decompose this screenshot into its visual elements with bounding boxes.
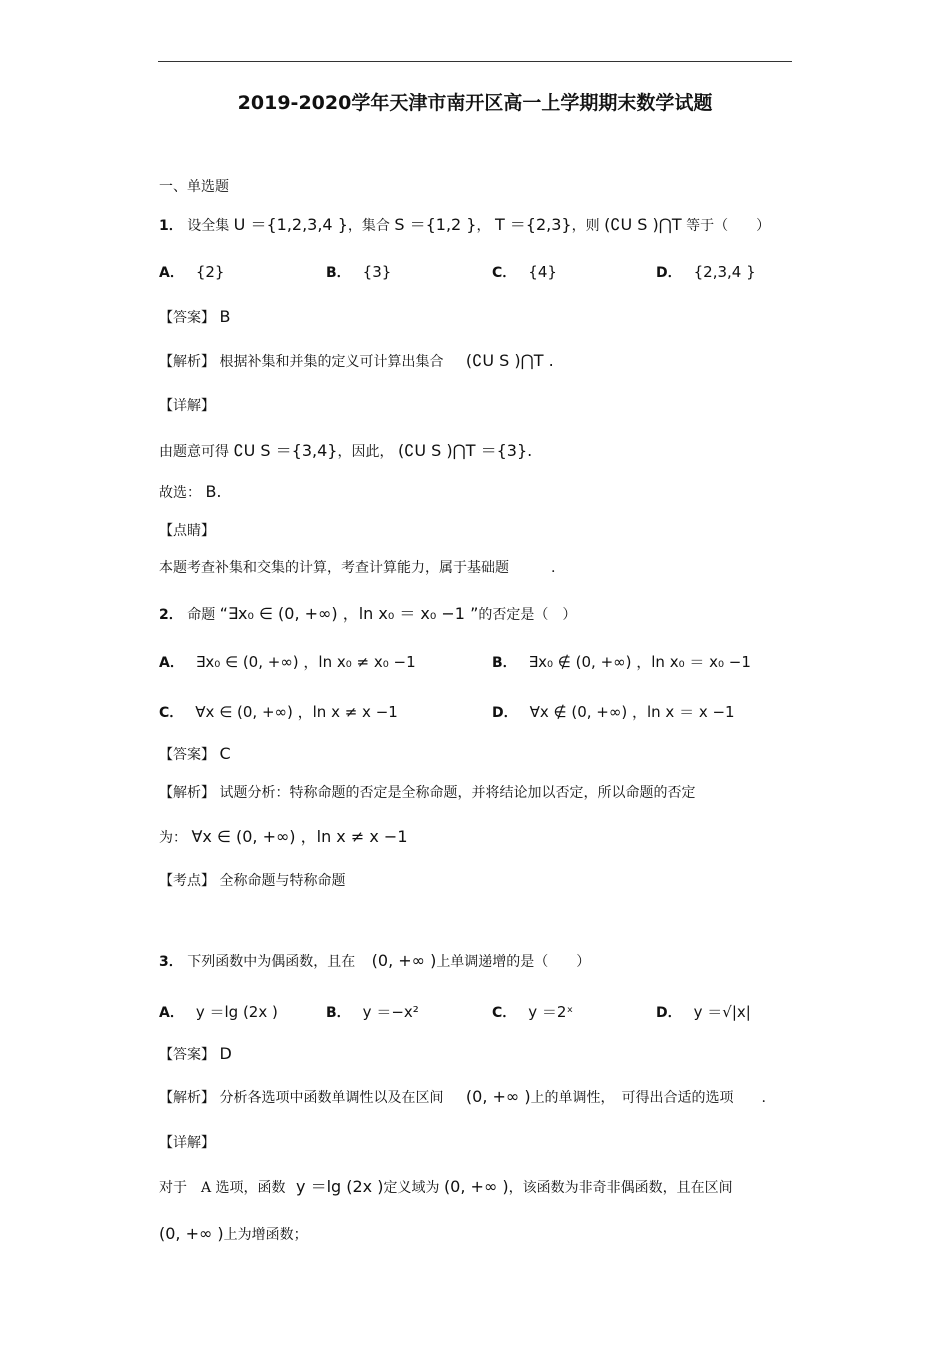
- q1-option-b[interactable]: B． {3}: [326, 263, 392, 281]
- q1-option-d[interactable]: D． {2,3,4 }: [656, 263, 756, 281]
- q2-analysis-cont: 为： ∀x ∈ (0, +∞) ，ln x ≠ x −1: [159, 827, 408, 846]
- q2-option-a[interactable]: A． ∃x₀ ∈ (0, +∞) ，ln x₀ ≠ x₀ −1: [159, 653, 416, 671]
- q3-answer: 【答案】 D: [159, 1044, 232, 1063]
- section-heading: 一、单选题: [159, 179, 229, 195]
- q3-interval: (0, +∞ ): [371, 951, 437, 970]
- q1-stem: 1． 设全集 U ＝{1,2,3,4 }，集合 S ＝{1,2 }， T ＝{2,3}，则 (∁U S )⋂T 等于（ ）: [159, 215, 771, 234]
- q3-option-b[interactable]: B． y ＝−x²: [326, 1003, 419, 1021]
- q2-option-d[interactable]: D． ∀x ∉ (0, +∞) ，ln x ＝ x −1: [492, 703, 735, 721]
- q2-option-b[interactable]: B． ∃x₀ ∉ (0, +∞) ，ln x₀ ＝ x₀ −1: [492, 653, 751, 671]
- q1-comment: 本题考查补集和交集的计算，考查计算能力，属于基础题 .: [159, 560, 556, 576]
- top-rule: [158, 61, 792, 62]
- q1-detail-tag: 【详解】: [159, 398, 215, 414]
- q3-option-a[interactable]: A． y ＝lg (2x ): [159, 1003, 278, 1021]
- q2-stem: 2． 命题 “∃x₀ ∈ (0, +∞) ，ln x₀ ＝ x₀ −1 ”的否定是（ ）: [159, 604, 577, 623]
- q1-option-c[interactable]: C． {4}: [492, 263, 557, 281]
- q1-analysis: 【解析】 根据补集和并集的定义可计算出集合 (∁U S )⋂T .: [159, 351, 554, 370]
- q3-detail-cont: (0, +∞ )上为增函数；: [159, 1224, 308, 1243]
- q1-answer: 【答案】 B: [159, 307, 231, 326]
- q3-detail: 对于 A 选项，函数 y ＝lg (2x )定义域为 (0, +∞ )，该函数为非奇非偶函数，且在区间: [159, 1177, 733, 1196]
- q2-analysis: 【解析】 试题分析：特称命题的否定是全称命题，并将结论加以否定，所以命题的否定: [159, 785, 696, 801]
- q1-set-u: U ＝{1,2,3,4 }: [233, 215, 348, 234]
- q1-option-a[interactable]: A． {2}: [159, 263, 225, 281]
- q3-detail-tag: 【详解】: [159, 1135, 215, 1151]
- page-title: 2019-2020学年天津市南开区高一上学期期末数学试题: [237, 92, 713, 114]
- q2-answer: 【答案】 C: [159, 744, 231, 763]
- q1-comment-tag: 【点睛】: [159, 523, 215, 539]
- q3-option-c[interactable]: C． y ＝2ˣ: [492, 1003, 574, 1021]
- q2-expression: “∃x₀ ∈ (0, +∞) ，ln x₀ ＝ x₀ −1 ”: [219, 604, 479, 623]
- q1-number: 1．: [159, 218, 183, 234]
- q1-expression: (∁U S )⋂T: [604, 215, 682, 234]
- q2-point: 【考点】 全称命题与特称命题: [159, 873, 346, 889]
- q3-stem: 3． 下列函数中为偶函数，且在 (0, +∞ )上单调递增的是（ ）: [159, 951, 591, 970]
- q2-option-c[interactable]: C． ∀x ∈ (0, +∞) ，ln x ≠ x −1: [159, 703, 398, 721]
- q3-option-d[interactable]: D． y ＝√|x|: [656, 1003, 751, 1021]
- q1-set-t: T ＝{2,3}: [494, 215, 572, 234]
- q1-choice: 故选： B.: [159, 482, 222, 501]
- q1-set-s: S ＝{1,2 }: [394, 215, 477, 234]
- q1-detail: 由题意可得 ∁U S ＝{3,4}，因此， (∁U S )⋂T ＝{3}.: [159, 441, 533, 460]
- q3-analysis: 【解析】 分析各选项中函数单调性以及在区间 (0, +∞ )上的单调性， 可得出合适的选项 .: [159, 1087, 767, 1106]
